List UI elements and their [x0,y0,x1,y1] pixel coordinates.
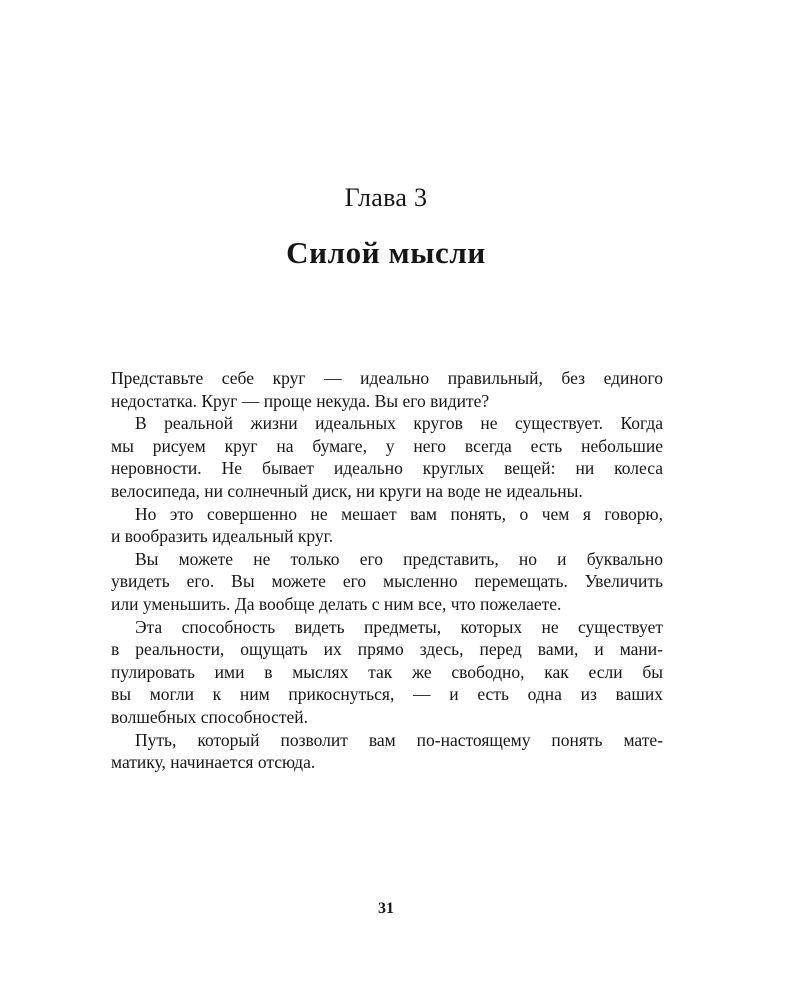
text-line: волшебных способностей. [111,706,309,727]
text-line: матику, начинается отсюда. [111,752,316,773]
body-text [111,367,663,774]
text-line: вы могли к ним прикоснуться, — и есть одна из ваших [111,684,663,705]
text-line: В реальной жизни идеальных кругов не существует. Когда [135,413,663,434]
text-line: велосипеда, ни солнечный диск, ни круги на воде не идеальны. [111,480,583,501]
text-line: Эта способность видеть предметы, которых не существует [135,616,663,637]
text-line: неровности. Не бывает идеально круглых вещей: ни колеса [111,458,663,479]
text-line: увидеть его. Вы можете его мысленно перемещать. Увеличить [111,571,663,592]
text-line: Представьте себе круг — идеально правильный, без единого [111,368,663,388]
text-line: или уменьшить. Да вообще делать с ним все, что пожелаете. [111,593,562,614]
text-line: пулировать ими в мыслях так же свободно, как если бы [111,661,663,682]
text-line: мы рисуем круг на бумаге, у него всегда есть небольшие [111,435,663,456]
text-line: Но это совершенно не мешает вам понять, о чем я говорю, [135,503,663,524]
text-line: Вы можете не только его представить, но и буквально [135,548,663,569]
chapter-label: Глава 3 [344,183,428,212]
page-number: 31 [378,900,394,917]
chapter-title: Силой мысли [286,235,486,270]
text-line: Путь, который позволит вам по-настоящему понять мате- [135,729,663,750]
text-line: недостатка. Круг — проще некуда. Вы его видите? [111,390,490,411]
text-line: и вообразить идеальный круг. [111,526,334,547]
text-line: в реальности, ощущать их прямо здесь, перед вами, и мани- [111,639,663,660]
